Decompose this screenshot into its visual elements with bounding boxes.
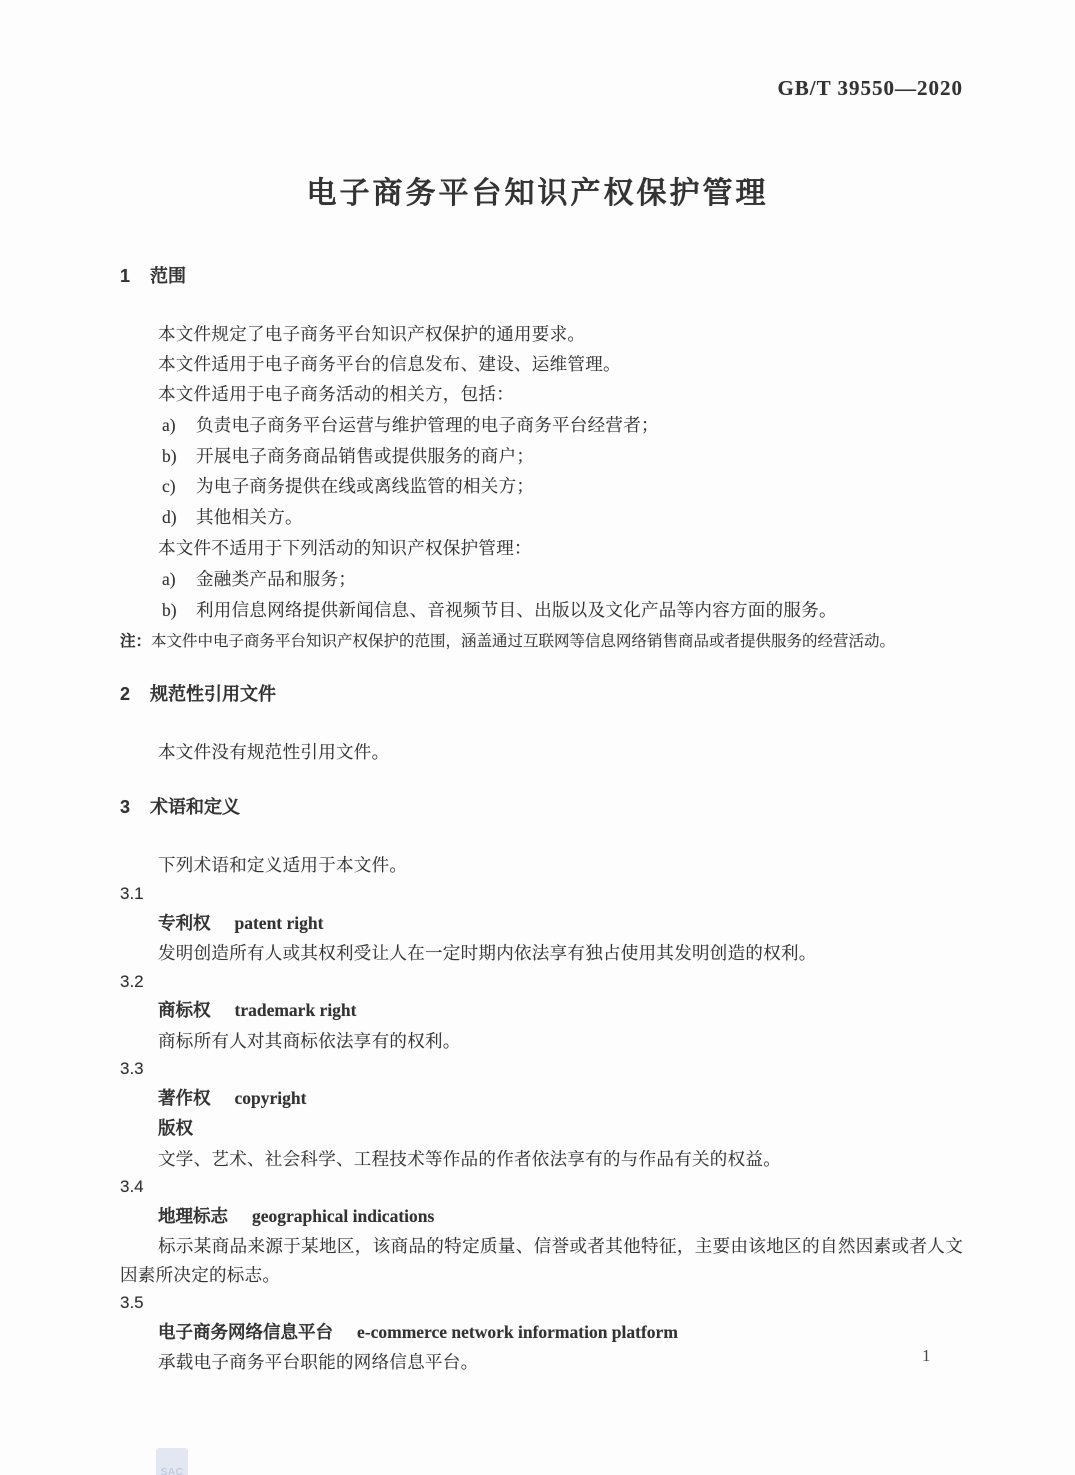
exclusions-list bbox=[120, 564, 963, 625]
list-item-text: 金融类产品和服务； bbox=[196, 569, 357, 589]
term-alt-zh: 版权 bbox=[158, 1118, 193, 1138]
clause-1-title: 范围 bbox=[150, 266, 187, 286]
sac-watermark-logo: SAC bbox=[156, 1448, 188, 1475]
list-item-text: 利用信息网络提供新闻信息、音视频节目、出版以及文化产品等内容方面的服务。 bbox=[196, 599, 837, 620]
document-title: 电子商务平台知识产权保护管理 bbox=[306, 177, 769, 210]
clause-1-paragraph-2: 本文件适用于电子商务平台的信息发布、建设、运维管理。 bbox=[158, 354, 621, 374]
term-definition: 承载电子商务平台职能的网络信息平台。 bbox=[158, 1352, 479, 1372]
term-heading bbox=[120, 996, 963, 1027]
clause-1-paragraph-1: 本文件规定了电子商务平台知识产权保护的通用要求。 bbox=[158, 324, 586, 344]
term-definition: 发明创造所有人或其权利受让人在一定时期内依法享有独占使用其发明创造的权利。 bbox=[158, 943, 817, 963]
term-zh: 专利权 bbox=[158, 912, 211, 933]
term-en: geographical indications bbox=[252, 1205, 435, 1226]
clause-2-paragraph: 本文件没有规范性引用文件。 bbox=[158, 742, 390, 762]
term-en: trademark right bbox=[234, 1000, 357, 1020]
clause-3-title: 术语和定义 bbox=[150, 797, 241, 817]
term-3-3 bbox=[120, 1055, 963, 1173]
page-number: 1 bbox=[922, 1346, 931, 1365]
list-marker: b) bbox=[162, 599, 177, 620]
clause-3-number: 3 bbox=[120, 797, 131, 817]
term-3-1 bbox=[120, 880, 963, 968]
clause-1-heading bbox=[120, 264, 963, 289]
clause-2-number: 2 bbox=[120, 684, 131, 704]
list-item-a bbox=[120, 410, 963, 441]
list-marker: b) bbox=[162, 445, 177, 466]
applicability-list bbox=[120, 410, 963, 532]
term-number: 3.5 bbox=[120, 1293, 144, 1312]
list-item-d bbox=[120, 502, 963, 533]
standard-number: GB/T 39550—2020 bbox=[777, 76, 963, 100]
list-item-b bbox=[120, 441, 963, 472]
term-3-2 bbox=[120, 968, 963, 1056]
list-item-b bbox=[120, 595, 963, 626]
term-heading bbox=[120, 1318, 963, 1349]
list-item-text: 开展电子商务商品销售或提供服务的商户； bbox=[196, 445, 535, 466]
scope-note bbox=[120, 629, 963, 654]
list-marker: a) bbox=[162, 569, 176, 589]
clause-2-title: 规范性引用文件 bbox=[150, 684, 277, 704]
term-heading bbox=[120, 1202, 963, 1233]
list-marker: a) bbox=[162, 415, 176, 435]
term-3-4 bbox=[120, 1173, 963, 1289]
clause-1-number: 1 bbox=[120, 266, 131, 286]
list-item-c bbox=[120, 471, 963, 502]
term-heading bbox=[120, 909, 963, 940]
note-label: 注： bbox=[120, 633, 152, 650]
term-en: patent right bbox=[234, 912, 324, 933]
list-marker: c) bbox=[162, 476, 176, 496]
term-zh: 著作权 bbox=[158, 1087, 211, 1108]
clause-3-heading bbox=[120, 795, 963, 820]
term-zh: 地理标志 bbox=[158, 1205, 228, 1226]
list-marker: d) bbox=[162, 506, 177, 527]
list-item-text: 负责电子商务平台运营与维护管理的电子商务平台经营者； bbox=[196, 415, 659, 435]
list-item-text: 为电子商务提供在线或离线监管的相关方； bbox=[196, 476, 535, 496]
term-zh: 商标权 bbox=[158, 1000, 211, 1020]
term-number: 3.4 bbox=[120, 1177, 144, 1196]
clause-2-heading bbox=[120, 682, 963, 707]
term-zh: 电子商务网络信息平台 bbox=[158, 1321, 333, 1342]
terms-intro: 下列术语和定义适用于本文件。 bbox=[158, 855, 408, 875]
list-item-a bbox=[120, 564, 963, 595]
term-definition: 商标所有人对其商标依法享有的权利。 bbox=[158, 1030, 461, 1051]
term-number: 3.3 bbox=[120, 1059, 144, 1078]
term-number: 3.2 bbox=[120, 971, 144, 991]
clause-1-paragraph-exclusions: 本文件不适用于下列活动的知识产权保护管理： bbox=[158, 538, 532, 558]
term-en: e-commerce network information platform bbox=[357, 1321, 678, 1342]
term-number: 3.1 bbox=[120, 884, 144, 903]
document-body bbox=[120, 258, 963, 1377]
term-alt-heading bbox=[120, 1114, 963, 1145]
term-heading bbox=[120, 1084, 963, 1115]
note-text: 本文件中电子商务平台知识产权保护的范围，涵盖通过互联网等信息网络销售商品或者提供服务的经营活动。 bbox=[151, 633, 896, 650]
term-en: copyright bbox=[234, 1087, 307, 1108]
term-definition: 文学、艺术、社会科学、工程技术等作品的作者依法享有的与作品有关的权益。 bbox=[158, 1148, 781, 1169]
term-definition: 标示某商品来源于某地区，该商品的特定质量、信誉或者其他特征，主要由该地区的自然因素或者人文因素所决定的标志。 bbox=[120, 1236, 963, 1285]
clause-1-paragraph-3: 本文件适用于电子商务活动的相关方，包括： bbox=[158, 384, 514, 404]
term-3-5 bbox=[120, 1289, 963, 1377]
list-item-text: 其他相关方。 bbox=[196, 506, 303, 527]
